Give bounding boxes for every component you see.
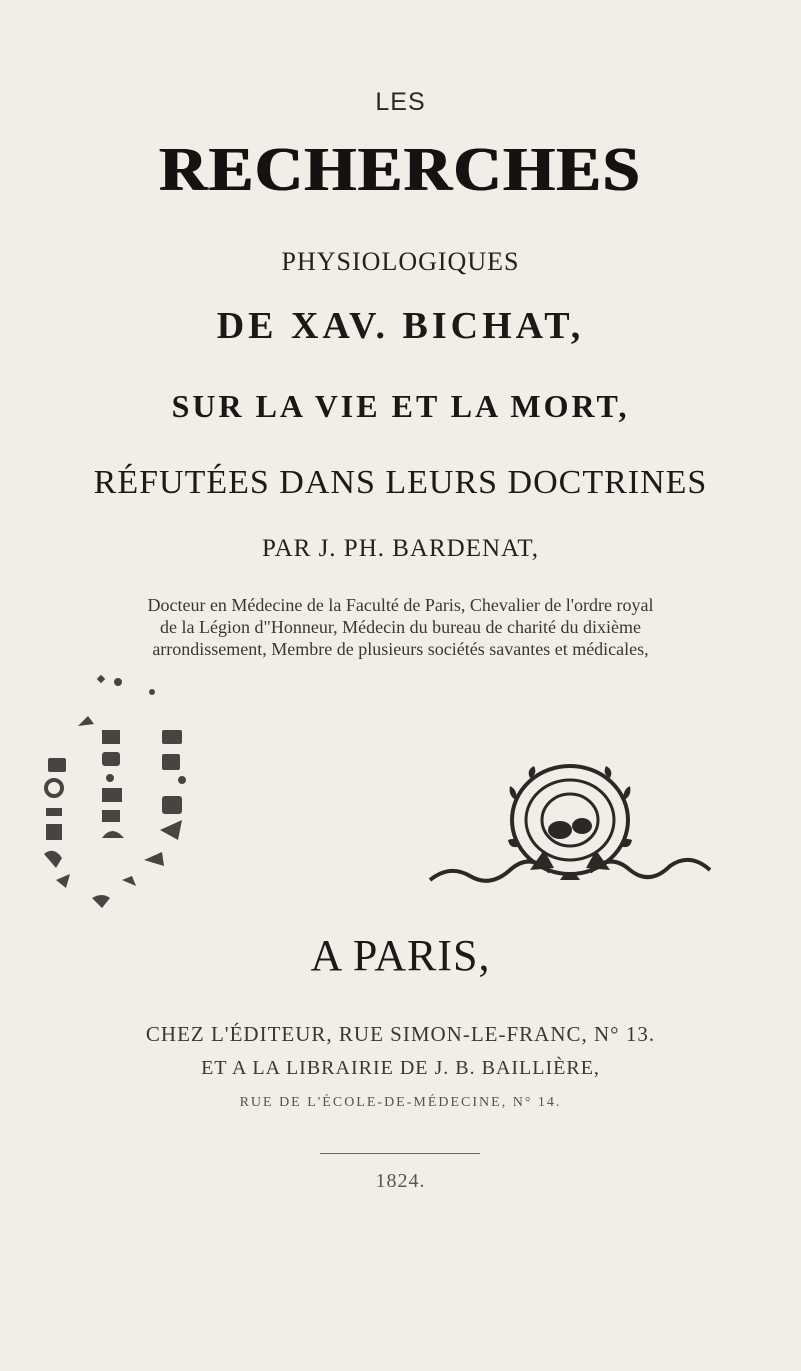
heading-les: LES	[375, 88, 426, 116]
heading-physiologiques: PHYSIOLOGIQUES	[281, 247, 520, 276]
wreath-ornament	[420, 760, 730, 900]
credentials-line-3: arrondissement, Membre de plusieurs sociétés savantes et médicales,	[152, 639, 649, 659]
imprint-publisher: CHEZ L'ÉDITEUR, RUE SIMON-LE-FRANC, N° 13.	[145, 1022, 656, 1046]
imprint-bookseller: ET A LA LIBRAIRIE DE J. B. BAILLIÈRE,	[201, 1057, 600, 1079]
author-credentials	[0, 594, 801, 660]
library-stamp	[22, 670, 262, 920]
heading-recherches: RECHERCHES	[159, 134, 642, 205]
heading-author-bichat: DE XAV. BICHAT,	[216, 305, 585, 347]
heading-vie-mort: SUR LA VIE ET LA MORT,	[171, 388, 630, 424]
imprint-year: 1824.	[375, 1170, 426, 1192]
heading-refutees: RÉFUTÉES DANS LEURS DOCTRINES	[93, 464, 708, 501]
divider-rule	[320, 1153, 480, 1154]
imprint-address: RUE DE L'ÉCOLE-DE-MÉDECINE, N° 14.	[239, 1095, 562, 1110]
credentials-line-2: de la Légion d"Honneur, Médecin du bureau de charité du dixième	[160, 617, 641, 637]
imprint-city: A PARIS,	[310, 931, 491, 980]
credentials-line-1: Docteur en Médecine de la Faculté de Paris, Chevalier de l'ordre royal	[147, 595, 654, 615]
author-line: PAR J. PH. BARDENAT,	[261, 535, 539, 562]
